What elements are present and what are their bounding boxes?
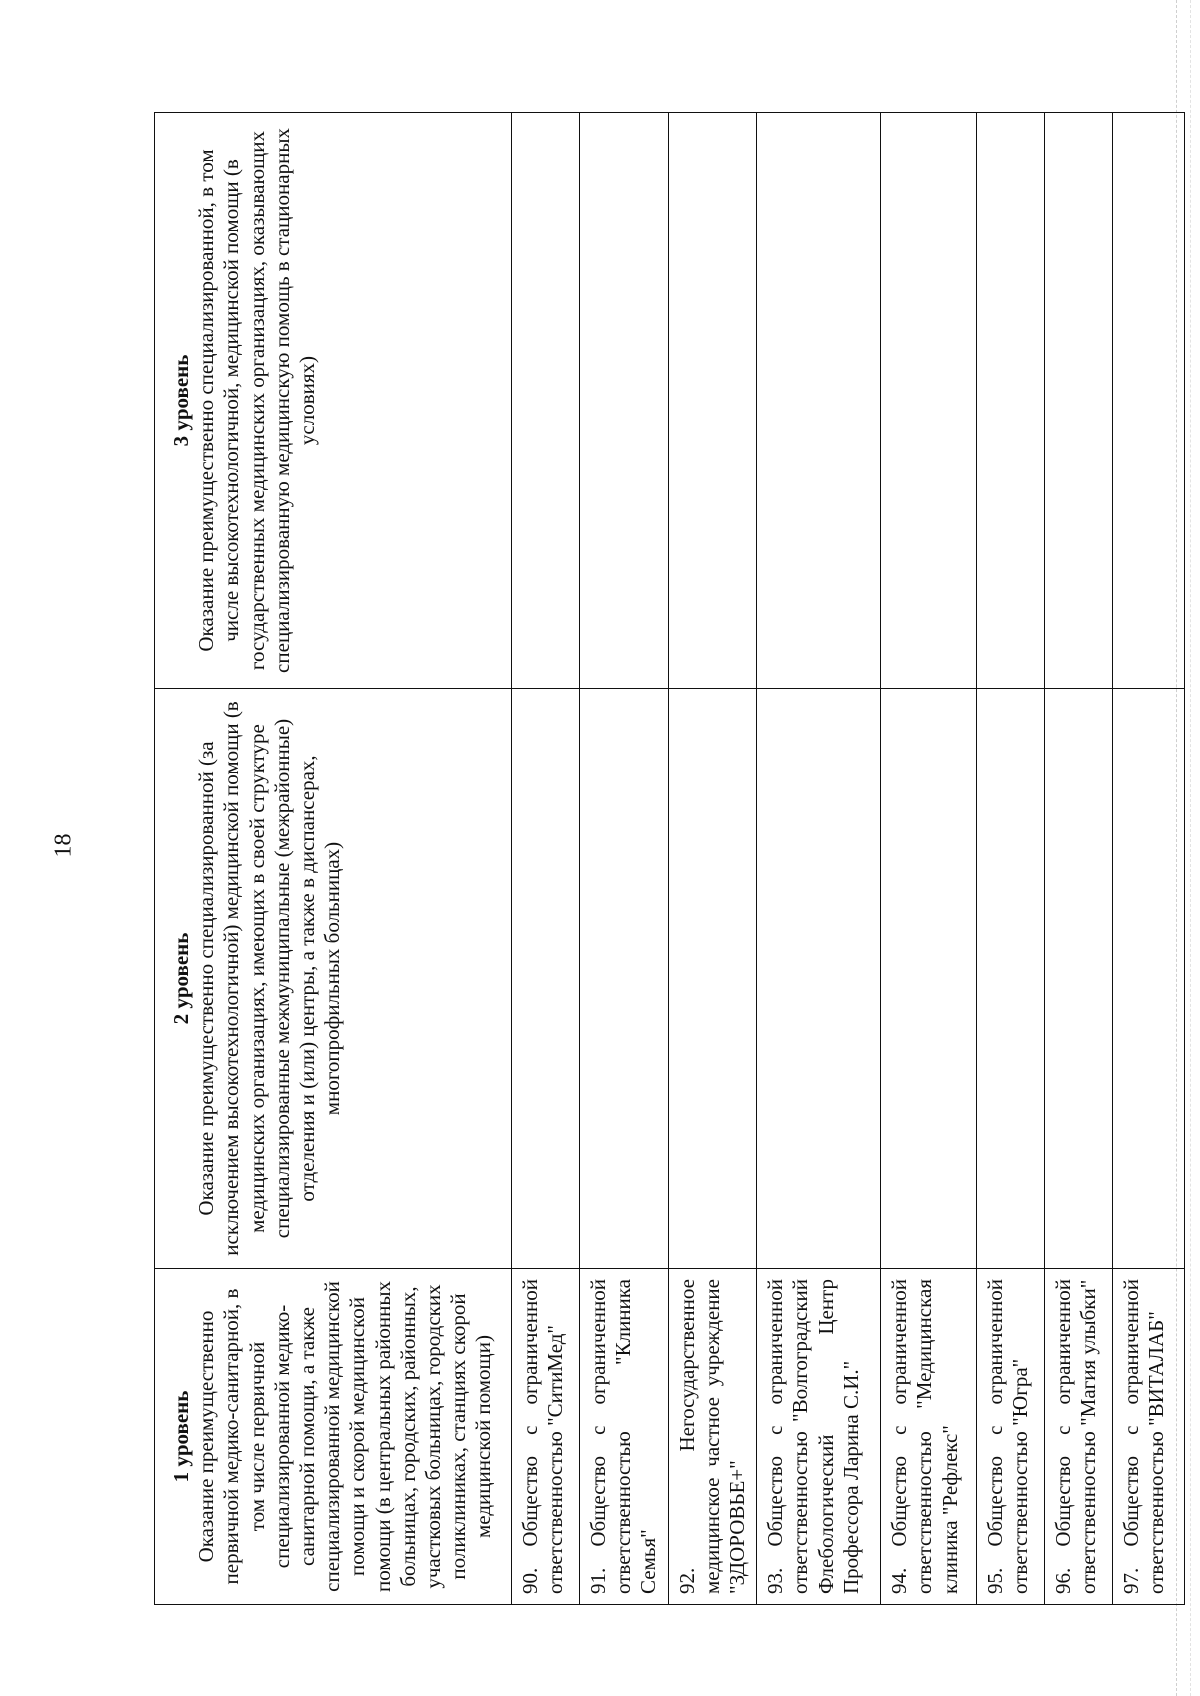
header-level-1-text: Оказание преимущественно первичной медико-санитарной, в том числе первичной специализированной медико-санитарной помощи, а также специализированной медицинской помощи и скорой медицинской помощи (в центральных районных больницах, городских, районных, участковых больницах, городских поликлиниках, станциях скорой медицинской помощи)	[194, 1281, 496, 1592]
table-row	[757, 113, 881, 1605]
rotated-table-container	[154, 113, 1169, 1605]
table-row	[1045, 113, 1113, 1605]
row-92-level-3	[668, 113, 757, 689]
scan-edge-line	[1190, 0, 1192, 1696]
row-93-level-1: 93. Общество с ограниченной ответственностью "Волгоградский Флебологический Центр Профессора Ларина С.И."	[757, 1269, 881, 1605]
row-92-level-1: 92. Негосударственное медицинское частное учреждение "ЗДОРОВЬЕ+"	[668, 1269, 757, 1605]
table-row	[668, 113, 757, 1605]
header-level-1-title: 1 уровень	[169, 1390, 193, 1483]
table-row	[1113, 113, 1185, 1605]
header-level-2	[155, 689, 512, 1269]
header-level-3-text: Оказание преимущественно специализированной, в том числе высокотехнологичной, медицинской помощи (в государственных медицинских организациях, оказывающих специализированную медицинскую помощь в стационарных условиях)	[194, 128, 319, 673]
row-94-level-2	[881, 689, 977, 1269]
row-91-level-1: 91. Общество с ограниченной ответственностью "Клиника Семья"	[580, 1269, 669, 1605]
table-header-row	[155, 113, 512, 1605]
table-row	[512, 113, 580, 1605]
row-92-level-2	[668, 689, 757, 1269]
row-90-level-2	[512, 689, 580, 1269]
row-95-level-3	[977, 113, 1045, 689]
row-97-level-1: 97. Общество с ограниченной ответственностью "ВИТАЛАБ"	[1113, 1269, 1185, 1605]
row-97-level-2	[1113, 689, 1185, 1269]
header-level-1	[155, 1269, 512, 1605]
row-97-level-3	[1113, 113, 1185, 689]
page-number: 18	[50, 833, 77, 858]
row-93-level-3	[757, 113, 881, 689]
row-95-level-1: 95. Общество с ограниченной ответственностью "Югра"	[977, 1269, 1045, 1605]
row-94-level-3	[881, 113, 977, 689]
table-row	[881, 113, 977, 1605]
medical-levels-table	[154, 112, 1185, 1605]
row-90-level-3	[512, 113, 580, 689]
row-94-level-1: 94. Общество с ограниченной ответственностью "Медицинская клиника "Рефлекс"	[881, 1269, 977, 1605]
row-93-level-2	[757, 689, 881, 1269]
row-91-level-3	[580, 113, 669, 689]
header-level-2-text: Оказание преимущественно специализированной (за исключением высокотехнологичной) медицинской помощи (в медицинских организациях, имеющих в своей структуре специализированные межмуниципальные (межрайонные) отделения и (или) центры, а также в диспансерах, многопрофильных больницах)	[194, 701, 345, 1256]
header-level-3	[155, 113, 512, 689]
header-level-2-title: 2 уровень	[169, 932, 193, 1025]
table-row	[580, 113, 669, 1605]
row-95-level-2	[977, 689, 1045, 1269]
row-91-level-2	[580, 689, 669, 1269]
row-96-level-3	[1045, 113, 1113, 689]
row-90-level-1: 90. Общество с ограниченной ответственностью "СитиМед"	[512, 1269, 580, 1605]
header-level-3-title: 3 уровень	[169, 354, 193, 447]
row-96-level-1: 96. Общество с ограниченной ответственностью "Магия улыбки"	[1045, 1269, 1113, 1605]
row-96-level-2	[1045, 689, 1113, 1269]
table-row	[977, 113, 1045, 1605]
